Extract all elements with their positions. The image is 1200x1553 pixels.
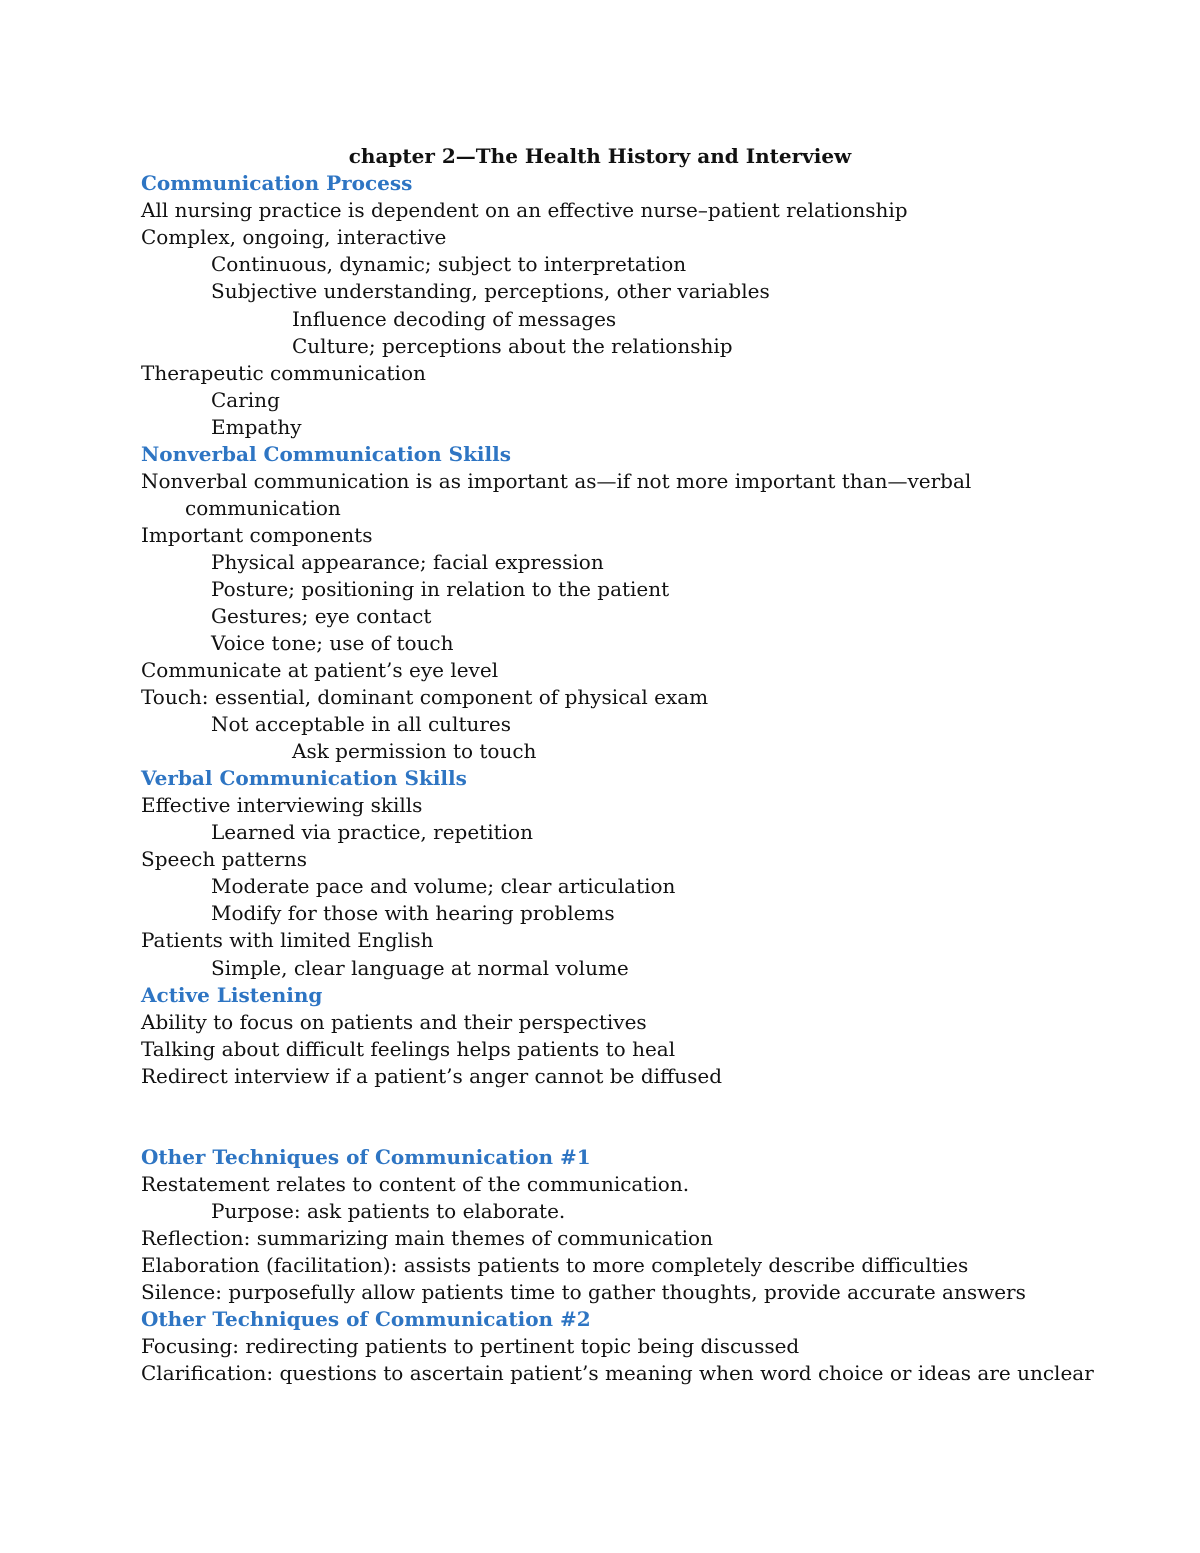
text-line: Restatement relates to content of the communication.	[141, 1172, 690, 1196]
text-line: Culture; perceptions about the relationship	[292, 334, 733, 358]
text-line: Reflection: summarizing main themes of communication	[141, 1226, 713, 1250]
text-line: Nonverbal communication is as important as—if not more important than—verbal	[141, 469, 972, 493]
text-line: Gestures; eye contact	[211, 604, 432, 628]
text-line: Purpose: ask patients to elaborate.	[211, 1199, 566, 1223]
section-heading: Other Techniques of Communication #1	[141, 1145, 591, 1169]
text-line: Therapeutic communication	[141, 361, 426, 385]
text-line: Focusing: redirecting patients to pertinent topic being discussed	[141, 1334, 800, 1358]
page-title: chapter 2—The Health History and Interview	[348, 144, 852, 168]
section-heading: Verbal Communication Skills	[141, 766, 467, 790]
text-line: Redirect interview if a patient’s anger cannot be diffused	[141, 1064, 723, 1088]
text-line: Empathy	[211, 415, 302, 439]
text-line: Effective interviewing skills	[141, 793, 423, 817]
text-line: Silence: purposefully allow patients time to gather thoughts, provide accurate answers	[141, 1280, 1026, 1304]
text-line: Learned via practice, repetition	[211, 820, 533, 844]
text-line: Clarification: questions to ascertain patient’s meaning when word choice or ideas are unclear	[141, 1361, 1094, 1385]
text-line: Physical appearance; facial expression	[211, 550, 604, 574]
text-line: Posture; positioning in relation to the patient	[211, 577, 670, 601]
text-line: Talking about difficult feelings helps patients to heal	[141, 1037, 676, 1061]
text-line: Complex, ongoing, interactive	[141, 225, 447, 249]
text-line: Ask permission to touch	[292, 739, 537, 763]
text-line: Elaboration (facilitation): assists patients to more completely describe difficulties	[141, 1253, 969, 1277]
text-line: communication	[185, 496, 341, 520]
text-line: Influence decoding of messages	[292, 307, 617, 331]
text-line: Touch: essential, dominant component of physical exam	[141, 685, 709, 709]
text-line: Voice tone; use of touch	[211, 631, 454, 655]
text-line: Not acceptable in all cultures	[211, 712, 512, 736]
section-heading: Nonverbal Communication Skills	[141, 442, 511, 466]
text-line: Patients with limited English	[141, 928, 434, 952]
text-line: Simple, clear language at normal volume	[211, 956, 629, 980]
text-line: Important components	[141, 523, 373, 547]
text-line: Continuous, dynamic; subject to interpretation	[211, 252, 687, 276]
text-line: Speech patterns	[141, 847, 307, 871]
text-line: Communicate at patient’s eye level	[141, 658, 499, 682]
section-heading: Other Techniques of Communication #2	[141, 1307, 591, 1331]
text-line: Modify for those with hearing problems	[211, 901, 615, 925]
text-line: Subjective understanding, perceptions, other variables	[211, 279, 770, 303]
text-line: Caring	[211, 388, 280, 412]
section-heading: Communication Process	[141, 171, 413, 195]
text-line: Ability to focus on patients and their perspectives	[141, 1010, 647, 1034]
text-line: All nursing practice is dependent on an effective nurse–patient relationship	[141, 198, 908, 222]
text-line: Moderate pace and volume; clear articulation	[211, 874, 676, 898]
section-heading: Active Listening	[141, 983, 323, 1007]
